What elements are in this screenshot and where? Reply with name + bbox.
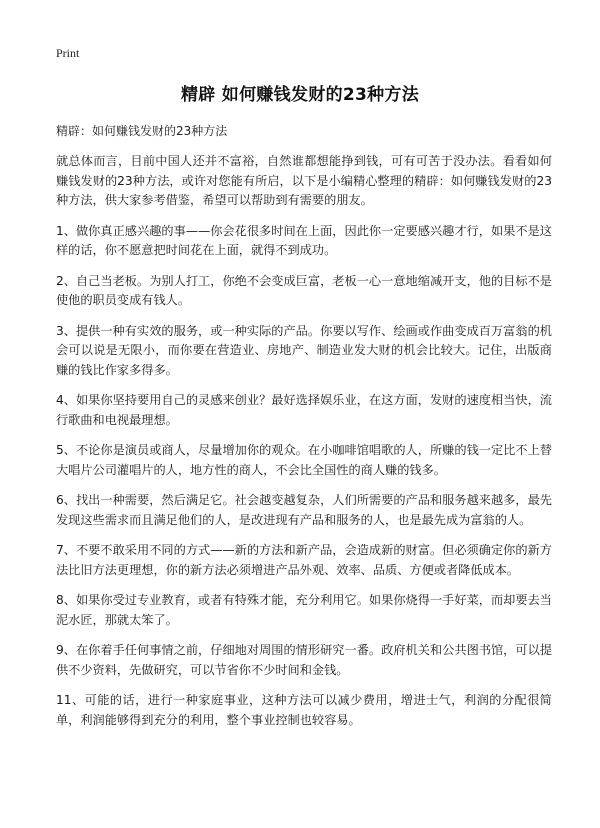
tip-paragraph: 5、不论你是演员或商人，尽量增加你的观众。在小咖啡馆唱歌的人，所赚的钱一定比不上替大唱片公司灌唱片的人，地方性的商人，不会比全国性的商人赚的钱多。: [56, 443, 552, 477]
tip-paragraph: 3、提供一种有实效的服务，或一种实际的产品。你要以写作、绘画或作曲变成百万富翁的机会可以说是无限小，而你要在营造业、房地产、制造业发大财的机会比较大。记住，出版商赚的钱比作家多得多。: [56, 323, 552, 377]
tip-paragraph: 1、做你真正感兴趣的事——你会花很多时间在上面，因此你一定要感兴趣才行，如果不是这样的话，你不愿意把时间花在上面，就得不到成功。: [56, 223, 552, 257]
tip-paragraph: 8、如果你受过专业教育，或者有特殊才能，充分利用它。如果你烧得一手好菜，而却要去当泥水匠，那就太笨了。: [56, 593, 552, 627]
tip-paragraph: 6、找出一种需要，然后满足它。社会越变越复杂，人们所需要的产品和服务越来越多，最先发现这些需求而且满足他们的人，是改进现有产品和服务的人，也是最先成为富翁的人。: [56, 493, 552, 527]
document-title: 精辟 如何赚钱发财的23种方法: [180, 85, 420, 105]
tip-paragraph: 4、如果你坚持要用自己的灵感来创业？最好选择娱乐业，在这方面，发财的速度相当快，流行歌曲和电视最理想。: [56, 393, 552, 427]
intro-paragraph: 就总体而言，目前中国人还并不富裕，自然谁都想能挣到钱，可有可苦于没办法。看看如何赚钱发财的23种方法，或许对您能有所启，以下是小编精心整理的精辟：如何赚钱发财的23种方法，供大家参考借鉴，希望可以帮助到有需要的朋友。: [56, 154, 552, 207]
print-label: Print: [56, 46, 80, 60]
tip-paragraph: 11、可能的话，进行一种家庭事业，这种方法可以减少费用，增进士气，利润的分配很简单，利润能够得到充分的利用，整个事业控制也较容易。: [56, 693, 552, 727]
tip-paragraph: 9、在你着手任何事情之前，仔细地对周围的情形研究一番。政府机关和公共图书馆，可以提供不少资料，先做研究，可以节省你不少时间和金钱。: [56, 643, 552, 677]
tip-paragraph: 7、不要不敢采用不同的方式——新的方法和新产品，会造成新的财富。但必须确定你的新方法比旧方法更理想，你的新方法必须增进产品外观、效率、品质、方便或者降低成本。: [56, 543, 552, 577]
tip-paragraph: 2、自己当老板。为别人打工，你绝不会变成巨富，老板一心一意地缩减开支，他的目标不是使他的职员变成有钱人。: [56, 273, 552, 307]
document-body: [56, 152, 552, 741]
document-subtitle: 精辟：如何赚钱发财的23种方法: [56, 124, 228, 138]
